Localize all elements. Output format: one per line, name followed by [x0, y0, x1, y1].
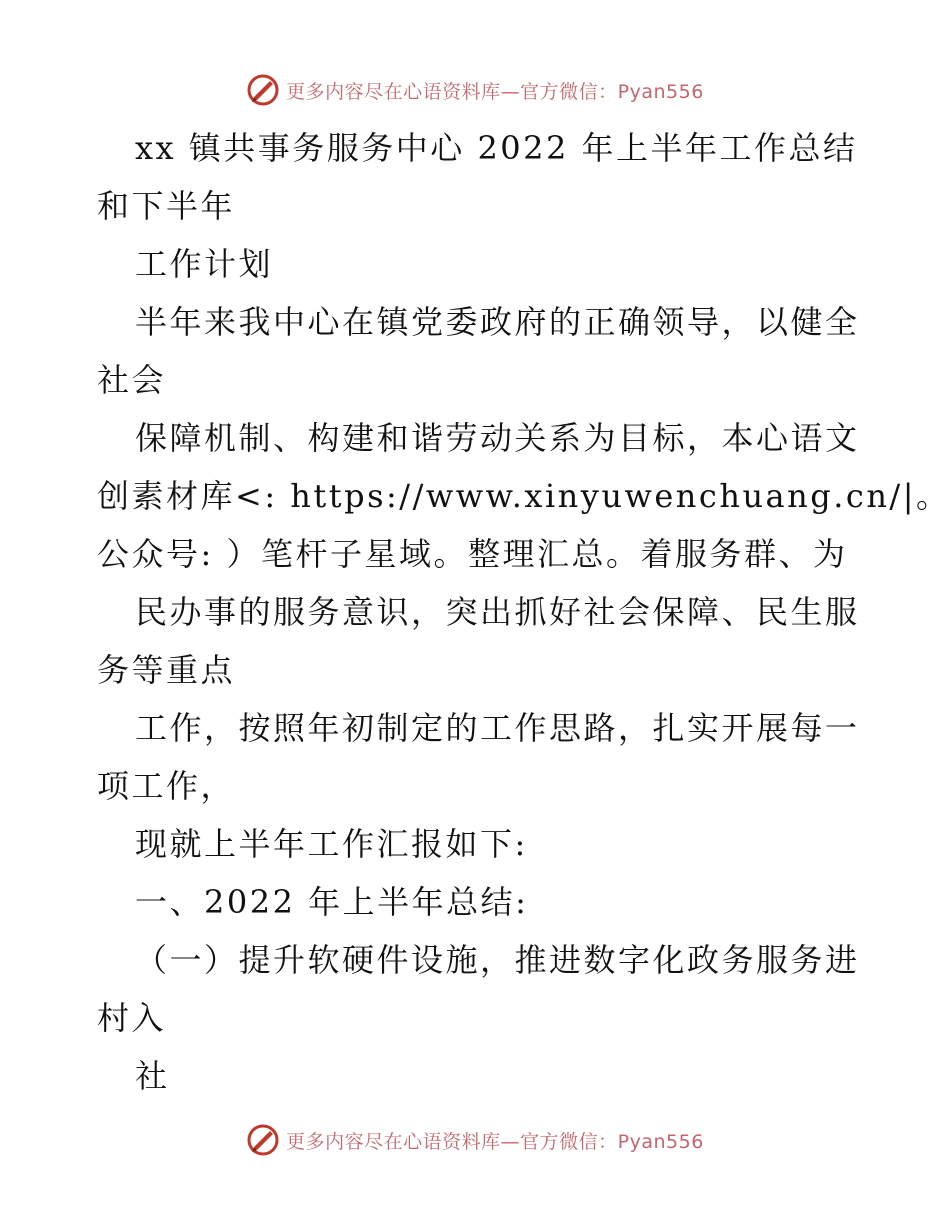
- doc-paragraph-line: 创素材库<: https://www.xinyuwenchuang.cn/|。: [97, 477, 950, 515]
- footer-banner-text: 更多内容尽在心语资料库—官方微信：Pyan556: [286, 1130, 704, 1153]
- doc-title-line-1: xx 镇共事务服务中心 2022 年上半年工作总结: [135, 129, 858, 167]
- doc-paragraph-line: 民办事的服务意识，突出抓好社会保障、民生服: [135, 593, 860, 631]
- pen-logo-icon: [246, 1123, 280, 1157]
- doc-subsection-heading: （一）提升软硬件设施，推进数字化政务服务进: [135, 941, 860, 979]
- doc-title-line-2: 和下半年: [97, 187, 236, 225]
- doc-paragraph-line: 社会: [97, 361, 167, 399]
- doc-section-heading: 一、2022 年上半年总结:: [135, 883, 529, 921]
- doc-paragraph-line: 半年来我中心在镇党委政府的正确领导，以健全: [135, 303, 860, 341]
- doc-paragraph-line: 社: [135, 1057, 170, 1095]
- footer-banner: [0, 1120, 950, 1160]
- doc-paragraph-line: 务等重点: [97, 651, 236, 689]
- header-banner-text: 更多内容尽在心语资料库—官方微信：Pyan556: [286, 80, 704, 103]
- doc-paragraph-line: 现就上半年工作汇报如下:: [135, 825, 528, 863]
- doc-title-line-3: 工作计划: [135, 245, 274, 283]
- doc-paragraph-line: 项工作，: [97, 767, 236, 805]
- doc-paragraph-line: 村入: [97, 999, 167, 1037]
- doc-paragraph-line: 公众号: ）笔杆子星域。整理汇总。着服务群、为: [97, 535, 848, 573]
- doc-paragraph-line: 保障机制、构建和谐劳动关系为目标，本心语文: [135, 419, 860, 457]
- doc-paragraph-line: 工作，按照年初制定的工作思路，扎实开展每一: [135, 709, 860, 747]
